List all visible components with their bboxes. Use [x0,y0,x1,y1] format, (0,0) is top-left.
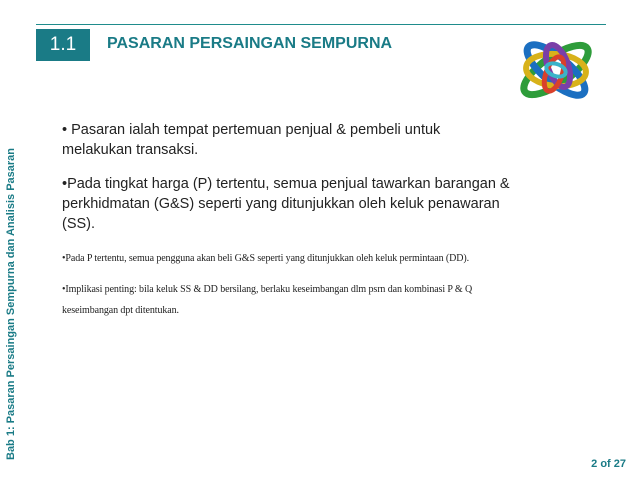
bullet-item: • Pasaran ialah tempat pertemuan penjual & pembeli untuk melakukan transaksi. [62,122,441,158]
slide-title: PASARAN PERSAINGAN SEMPURNA [107,35,393,52]
chapter-side-caption: Bab 1: Pasaran Persaingan Sempurna dan Analisis Pasaran [5,148,17,460]
header-divider [36,24,606,25]
bullet-item: •Pada P tertentu, semua pengguna akan beli G&S seperti yang ditunjukkan oleh keluk permintaan (DD). [62,253,470,264]
bullet-item: •Pada tingkat harga (P) tertentu, semua penjual tawarkan barangan & perkhidmatan (G&S) seperti yang ditunjukkan oleh keluk penawaran (SS). [62,176,510,232]
bullet-list [62,120,512,331]
page-indicator: 2 of 27 [591,458,626,470]
bullet-item: •Implikasi penting: bila keluk SS & DD bersilang, berlaku keseimbangan dlm psrn dan kombinasi P & Q keseimbangan dpt ditentukan. [62,284,473,316]
section-number-badge: 1.1 [36,29,90,61]
interlocking-rings-logo-icon [506,26,606,110]
